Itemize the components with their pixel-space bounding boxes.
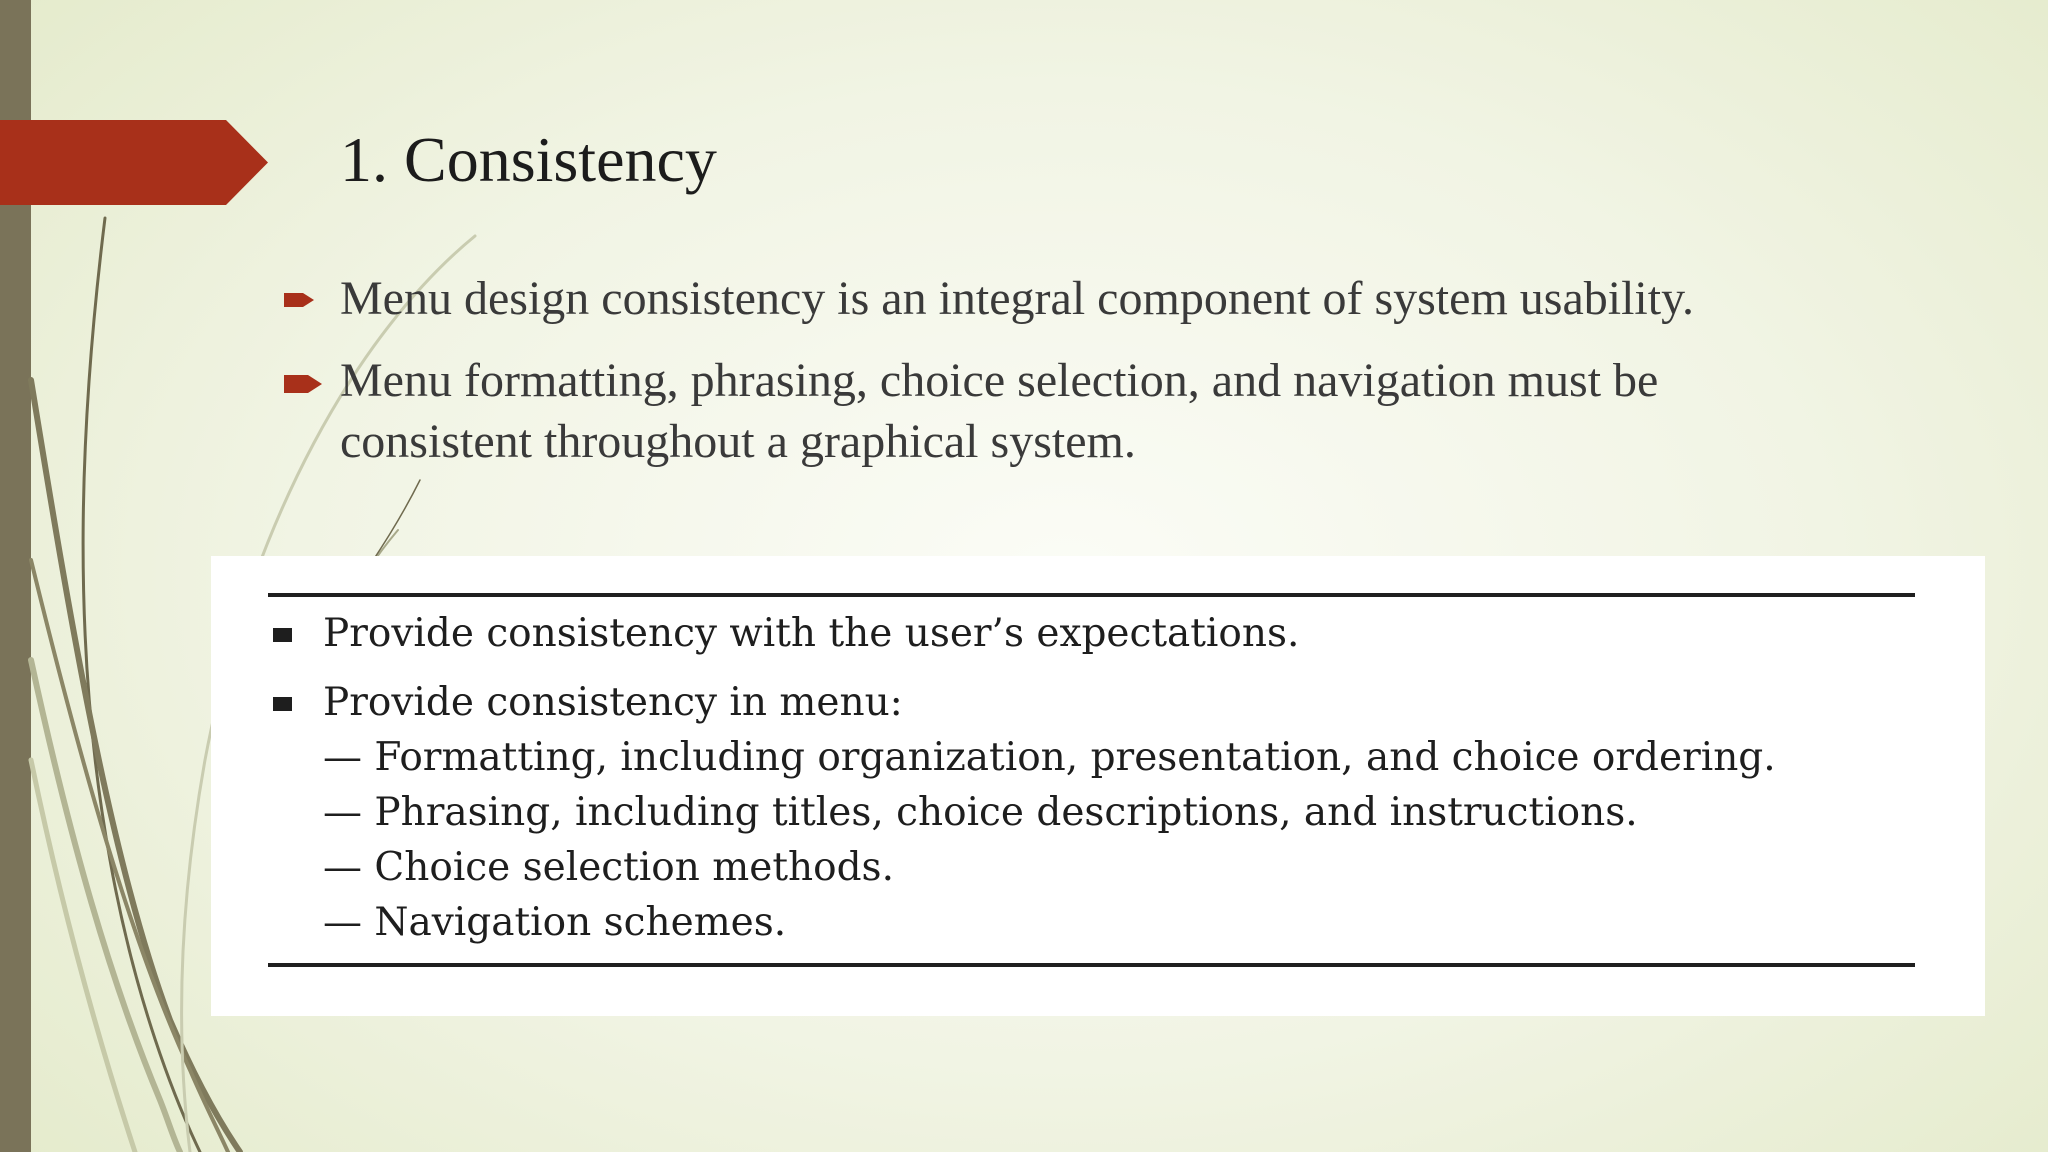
arrow-bullet-icon	[284, 350, 340, 411]
figure-subitem: — Formatting, including organization, presentation, and choice ordering.	[323, 735, 1776, 780]
figure-item-text: Provide consistency with the user’s expectations.	[323, 611, 1300, 656]
title-arrow-banner	[0, 120, 268, 205]
arrow-bullet-icon	[284, 268, 340, 329]
bullet-item	[284, 350, 1844, 472]
figure-bottom-rule	[268, 963, 1915, 967]
bullet-text: Menu formatting, phrasing, choice selection, and navigation must be consistent throughout a graphical system.	[340, 354, 1659, 468]
bullet-text: Menu design consistency is an integral component of system usability.	[340, 272, 1694, 325]
figure-top-rule	[268, 593, 1915, 597]
bullet-list	[284, 268, 1844, 493]
figure-subitem: — Choice selection methods.	[323, 845, 894, 890]
figure-subitem: — Phrasing, including titles, choice descriptions, and instructions.	[323, 790, 1638, 835]
square-bullet-icon	[273, 628, 292, 642]
figure-item-text: Provide consistency in menu:	[323, 680, 903, 725]
bullet-item	[284, 268, 1844, 329]
guidelines-figure	[211, 556, 1985, 1016]
slide-title: 1. Consistency	[340, 124, 717, 195]
figure-subitem: — Navigation schemes.	[323, 900, 787, 945]
square-bullet-icon	[273, 697, 292, 711]
